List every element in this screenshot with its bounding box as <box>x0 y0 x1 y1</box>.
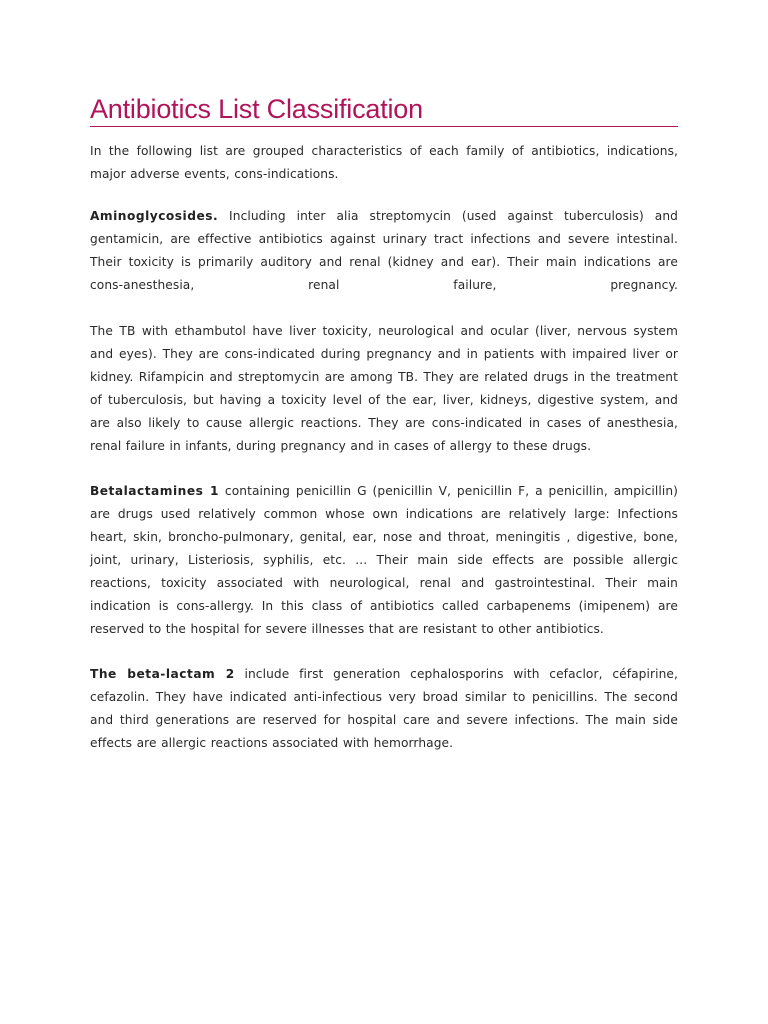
intro-paragraph: In the following list are grouped characteristics of each family of antibiotics, indications, major adverse events, cons-indications. <box>90 144 678 181</box>
section-tb: The TB with ethambutol have liver toxicity, neurological and ocular (liver, nervous system and eyes). They are cons-indicated during pregnancy and in patients with impaired liver or kidney. Rifampicin and streptomycin are among TB. They are related drugs in the treatment of tuberculosis, but having a toxicity level of the ear, liver, kidneys, digestive system, and are also likely to cause allergic reactions. They are cons-indicated in cases of anesthesia, renal failure in infants, during pregnancy and in cases of allergy to these drugs. <box>90 324 678 453</box>
section-heading-aminoglycosides: Aminoglycosides. <box>90 209 219 223</box>
title-underline <box>90 126 678 127</box>
section-betalactamines <box>90 480 678 641</box>
document-title: Antibiotics List Classification <box>90 94 423 124</box>
section-body-betalactamines: containing penicillin G (penicillin V, penicillin F, a penicillin, ampicillin) are drugs used relatively common whose own indications are relatively large: Infections heart, skin, broncho-pulmonary, genital, ear, nose and throat, meningitis , digestive, bone, joint, urinary, Listeriosis, syphilis, etc. ... Their main side effects are possible allergic reactions, toxicity associated with neurological, renal and gastrointestinal. Their main indication is cons-allergy. In this class of antibiotics called carbapenems (imipenem) are reserved to the hospital for severe illnesses that are resistant to other antibiotics. <box>90 484 678 636</box>
section-aminoglycosides <box>90 205 678 297</box>
section-body-aminoglycosides-tail: pregnancy. <box>610 278 678 292</box>
document-body <box>90 92 678 777</box>
section-body-aminoglycosides: Including inter alia streptomycin (used against tuberculosis) and gentamicin, are effective antibiotics against urinary tract infections and severe intestinal. Their toxicity is primarily auditory and renal (kidney and ear). Their main indications are cons-anesthesia, renal failure, <box>90 209 678 292</box>
section-heading-beta-lactam: The beta-lactam 2 <box>90 667 235 681</box>
section-body-beta-lactam: include first generation cephalosporins with cefaclor, céfapirine, cefazolin. They have indicated anti-infectious very broad similar to penicillins. The second and third generations are reserved for hospital care and severe infections. The main side effects are allergic reactions associated with hemorrhage. <box>90 667 678 750</box>
section-beta-lactam <box>90 663 678 755</box>
section-heading-betalactamines: Betalactamines 1 <box>90 484 219 498</box>
